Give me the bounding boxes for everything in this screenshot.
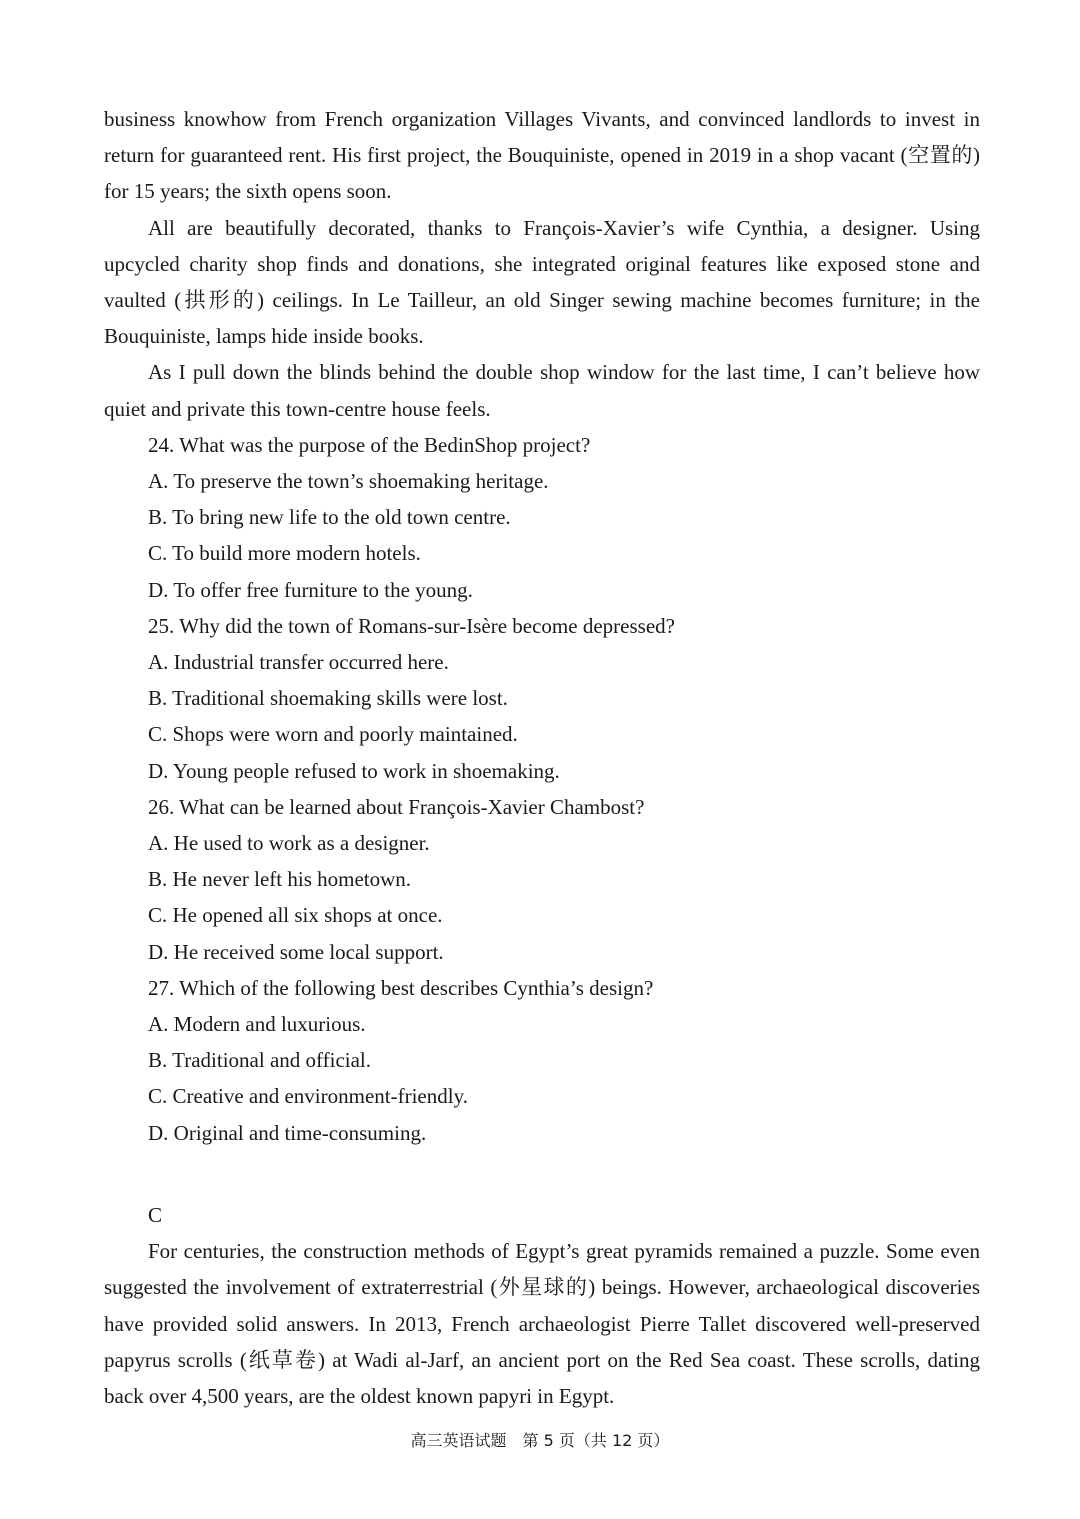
question-25-option-a: A. Industrial transfer occurred here. <box>148 650 449 675</box>
question-25-option-d: D. Young people refused to work in shoemaking. <box>148 758 560 783</box>
section-c-label: C <box>148 1202 163 1227</box>
question-24-option-d: D. To offer free furniture to the young. <box>148 577 473 602</box>
question-26-option-b: B. He never left his hometown. <box>148 867 412 892</box>
question-25-option-b: B. Traditional shoemaking skills were lost. <box>148 686 508 711</box>
question-26-option-d: D. He received some local support. <box>148 939 444 964</box>
page-footer: 高三英语试题 第 5 页（共 12 页） <box>410 1431 670 1450</box>
question-24-option-a: A. To preserve the town’s shoemaking heritage. <box>148 469 549 494</box>
passage-b-paragraph-3: As I pull down the blinds behind the double shop window for the last time, I can’t believe how quiet and private this town-centre house feels. <box>104 360 980 421</box>
question-26-option-a: A. He used to work as a designer. <box>148 831 430 856</box>
question-26-option-c: C. He opened all six shops at once. <box>148 903 443 928</box>
question-27-stem: 27. Which of the following best describes Cynthia’s design? <box>148 975 654 1000</box>
question-25-option-c: C. Shops were worn and poorly maintained. <box>148 722 518 747</box>
passage-b-paragraph-1: business knowhow from French organization Villages Vivants, and convinced landlords to invest in return for guaranteed rent. His first project, the Bouquiniste, opened in 2019 in a shop vacant (空置的) for 15 years; the sixth opens soon. <box>104 107 980 204</box>
question-27-option-c: C. Creative and environment-friendly. <box>148 1084 468 1109</box>
section-c-paragraph: For centuries, the construction methods of Egypt’s great pyramids remained a puzzle. Some even suggested the involvement of extraterrestrial (外星球的) beings. However, archaeological discoveries have provided solid answers. In 2013, French archaeologist Pierre Tallet discovered well-preserved papyrus scrolls (纸草卷) at Wadi al-Jarf, an ancient port on the Red Sea coast. These scrolls, dating back over 4,500 years, are the oldest known papyri in Egypt. <box>104 1239 980 1408</box>
question-24-option-c: C. To build more modern hotels. <box>148 541 421 566</box>
question-25-stem: 25. Why did the town of Romans-sur-Isère become depressed? <box>148 613 675 638</box>
document-page <box>104 101 980 1414</box>
question-24-option-b: B. To bring new life to the old town centre. <box>148 505 511 530</box>
question-27-option-b: B. Traditional and official. <box>148 1048 372 1073</box>
question-26-stem: 26. What can be learned about François-Xavier Chambost? <box>148 794 645 819</box>
question-27-option-a: A. Modern and luxurious. <box>148 1012 366 1037</box>
passage-b-paragraph-2: All are beautifully decorated, thanks to François-Xavier’s wife Cynthia, a designer. Using upcycled charity shop finds and donations, she integrated original features like exposed stone and vaulted (拱形的) ceilings. In Le Tailleur, an old Singer sewing machine becomes furniture; in the Bouquiniste, lamps hide inside books. <box>104 215 980 349</box>
question-24-stem: 24. What was the purpose of the BedinShop project? <box>148 432 591 457</box>
question-27-option-d: D. Original and time-consuming. <box>148 1120 427 1145</box>
